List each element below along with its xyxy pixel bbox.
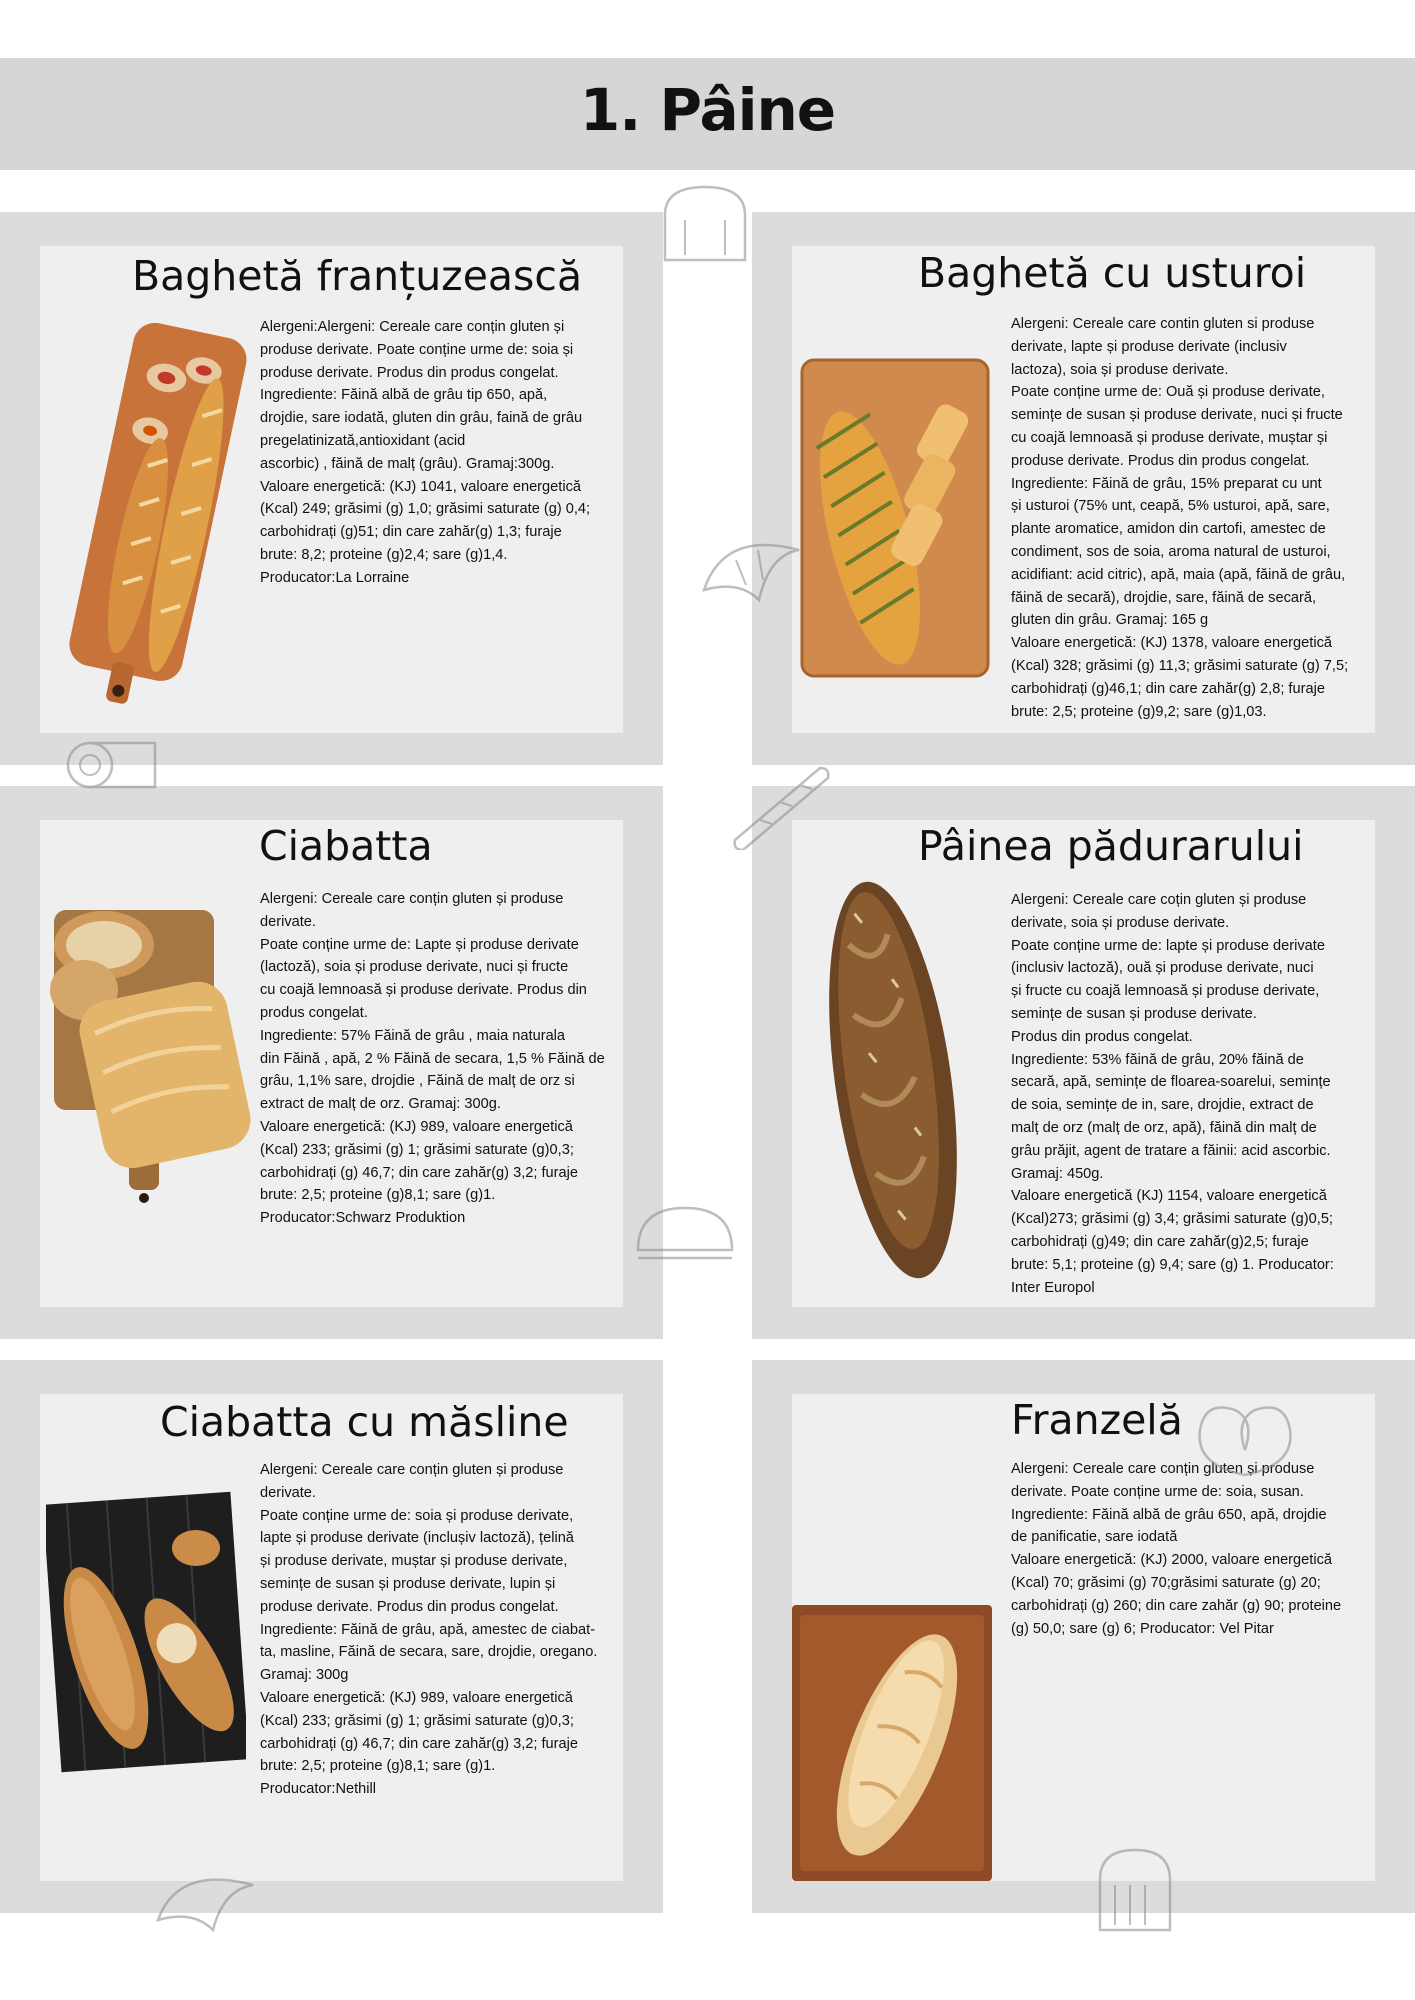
text-line: condiment, sos de soia, aroma natural de usturoi, [1011,543,1331,560]
text-line: produs congelat. [260,1004,368,1021]
text-line: Alergeni: Cereale care conțin gluten și produse [1011,1461,1315,1477]
text-line: carbohidrați (g)51; din care zahăr(g) 1,3; furaje [260,524,562,541]
text-line: ascorbic) , făină de malț (grâu). Gramaj:300g. [260,455,555,472]
text-line: plante aromatice, amidon din cartofi, amestec de [1011,521,1326,538]
text-line: extract de malț de orz. Gramaj: 300g. [260,1096,501,1113]
product-photo-bagheta-cu-usturoi [800,358,990,678]
croissant-doodle-icon [696,520,806,610]
text-line: Valoare energetică: (KJ) 989, valoare energetică [260,1689,573,1706]
text-line: brute: 2,5; proteine (g)8,1; sare (g)1. [260,1758,496,1775]
text-line: grâu prăjit, agent de tratare a făinii: acid ascorbic. [1011,1142,1331,1159]
text-line: brute: 8,2; proteine (g)2,4; sare (g)1,4. [260,546,508,563]
text-line: Alergeni:Alergeni: Cereale care conțin gluten și [260,319,565,335]
baguette-doodle-icon [725,760,835,850]
card-description [1011,889,1375,1299]
text-line: derivate. [260,913,316,930]
text-line: derivate, soia și produse derivate. [1011,914,1230,931]
text-line: Poate conține urme de: Lapte și produse derivate [260,936,579,953]
text-line: derivate. Poate conține urme de: soia, susan. [1011,1483,1304,1500]
text-line: brute: 2,5; proteine (g)9,2; sare (g)1,03. [1011,703,1267,720]
text-line: carbohidrați (g) 46,7; din care zahăr(g) 3,2; furaje [260,1735,578,1752]
product-photo-painea-padurarului [818,870,968,1290]
text-line: produse derivate. Poate conține urme de: soia și [260,341,574,358]
product-photo-franzela [792,1605,998,1885]
text-line: derivate, lapte și produse derivate (inclusiv [1011,338,1287,355]
text-line: produse derivate. Produs din produs congelat. [260,364,559,381]
text-line: malț de orz (malț de orz, apă), făină din malț de [1011,1119,1317,1136]
text-line: Valoare energetică: (KJ) 2000, valoare energetică [1011,1552,1332,1569]
sliced-bread-doodle-icon [1070,1840,1190,1940]
product-photo-ciabatta-cu-masline [46,1488,246,1778]
card-title: Ciabatta [259,822,433,870]
text-line: semințe de susan și produse derivate, nuci și fructe [1011,407,1343,424]
text-line: lactoza), soia și produse derivate. [1011,361,1229,378]
card-title: Franzelă [1011,1396,1183,1444]
card-description [1011,313,1375,723]
text-line: ta, masline, Făină de secara, sare, drojdie, oregano. [260,1644,598,1661]
text-line: secară, apă, semințe de floarea-soarelui, semințe [1011,1074,1331,1091]
card-description [260,1459,616,1801]
text-line: brute: 5,1; proteine (g) 9,4; sare (g) 1. Producator: [1011,1256,1334,1273]
text-line: Poate conține urme de: lapte și produse derivate [1011,937,1325,954]
text-line: din Făină , apă, 2 % Făină de secara, 1,5 % Făină de [260,1050,605,1067]
card-title: Baghetă franțuzească [132,252,583,300]
text-line: carbohidrați (g)46,1; din care zahăr(g) 2,8; furaje [1011,680,1325,697]
text-line: și produse derivate, muștar și produse derivate, [260,1553,568,1570]
text-line: semințe de susan și produse derivate. [1011,1005,1257,1022]
text-line: (Kcal) 233; grăsimi (g) 1; grăsimi saturate (g)0,3; [260,1712,574,1729]
product-photo-ciabatta [44,900,254,1230]
text-line: Inter Europol [1011,1279,1095,1296]
text-line: cu coajă lemnoasă și produse derivate, muștar și [1011,429,1328,446]
page-title: 1. Pâine [579,76,836,144]
pretzel-doodle-icon [1190,1390,1300,1490]
text-line: Alergeni: Cereale care conțin gluten și produse [260,1462,564,1478]
text-line: (Kcal) 249; grăsimi (g) 1,0; grăsimi saturate (g) 0,4; [260,501,591,518]
text-line: produse derivate. Produs din produs congelat. [1011,452,1310,469]
text-line: Ingrediente: Făină albă de grâu tip 650, apă, [260,387,548,404]
text-line: Producator:Nethill [260,1781,376,1798]
text-line: carbohidrați (g) 260; din care zahăr (g) 90; proteine [1011,1597,1342,1614]
card-description [260,888,616,1230]
text-line: Alergeni: Cereale care contin gluten si produse [1011,316,1315,332]
text-line: pregelatinizată,antioxidant (acid [260,432,466,449]
text-line: (Kcal) 233; grăsimi (g) 1; grăsimi saturate (g)0,3; [260,1141,574,1158]
card-title: Ciabatta cu măsline [160,1398,569,1446]
bun-doodle-icon [630,1200,740,1280]
text-line: Ingrediente: Făină albă de grâu 650, apă, drojdie [1011,1506,1327,1523]
text-line: și usturoi (75% unt, ceapă, 5% usturoi, apă, sare, [1011,498,1330,515]
croissant-doodle-icon [150,1860,260,1940]
text-line: Poate conține urme de: Ouă și produse derivate, [1011,384,1325,401]
text-line: Ingrediente: 57% Făină de grâu , maia naturala [260,1027,566,1044]
text-line: lapte și produse derivate (inclușiv lactoză), țelină [260,1530,574,1547]
text-line: acidifiant: acid citric), apă, maia (apă, făină de grâu, [1011,566,1346,583]
text-line: (Kcal)273; grăsimi (g) 3,4; grăsimi saturate (g)0,5; [1011,1211,1333,1228]
text-line: brute: 2,5; proteine (g)8,1; sare (g)1. [260,1187,496,1204]
text-line: Poate conține urme de: soia și produse derivate, [260,1507,574,1524]
card-title: Pâinea pădurarului [918,822,1304,870]
roll-doodle-icon [60,720,170,800]
text-line: Gramaj: 450g. [1011,1165,1104,1182]
text-line: (inclusiv lactoză), ouă și produse derivate, nuci [1011,960,1314,977]
text-line: Valoare energetică (KJ) 1154, valoare energetică [1011,1188,1327,1205]
text-line: Valoare energetică: (KJ) 1041, valoare energetică [260,478,581,495]
text-line: Ingrediente: 53% făină de grâu, 20% făină de [1011,1051,1304,1068]
text-line: Ingrediente: Făină de grâu, apă, amestec de ciabat- [260,1621,596,1638]
text-line: (Kcal) 328; grăsimi (g) 11,3; grăsimi saturate (g) 7,5; [1011,657,1349,674]
text-line: carbohidrați (g) 46,7; din care zahăr(g) 3,2; furaje [260,1164,578,1181]
text-line: produse derivate. Produs din produs congelat. [260,1598,559,1615]
text-line: Valoare energetică: (KJ) 1378, valoare energetică [1011,635,1332,652]
text-line: (Kcal) 70; grăsimi (g) 70;grăsimi saturate (g) 20; [1011,1574,1321,1591]
product-photo-bagheta-frantuzeasca [52,318,252,718]
text-line: Valoare energetică: (KJ) 989, valoare energetică [260,1118,573,1135]
text-line: grâu, 1,1% sare, drojdie , Făină de malț de orz si [260,1073,575,1090]
text-line: făină de secară), drojdie, sare, făină de secară, [1011,589,1317,606]
card-title: Baghetă cu usturoi [918,249,1307,297]
text-line: de panificatie, sare iodată [1011,1529,1178,1546]
text-line: (g) 50,0; sare (g) 6; Producator: Vel Pitar [1011,1620,1274,1637]
text-line: Ingrediente: Făină de grâu, 15% preparat cu unt [1011,475,1322,492]
bread-loaf-doodle-icon [655,180,755,270]
text-line: Alergeni: Cereale care coțin gluten și produse [1011,892,1307,908]
text-line: derivate. [260,1484,316,1501]
text-line: Gramaj: 300g [260,1667,349,1684]
text-line: gluten din grâu. Gramaj: 165 g [1011,612,1209,629]
text-line: de soia, semințe de in, sare, drojdie, extract de [1011,1097,1314,1114]
text-line: Producator:Schwarz Produktion [260,1210,466,1227]
text-line: și fructe cu coajă lemnoasă și produse derivate, [1011,983,1320,1000]
text-line: semințe de susan și produse derivate, lupin și [260,1575,556,1592]
text-line: drojdie, sare iodată, gluten din grâu, faină de grâu [260,410,583,427]
text-line: (lactoză), soia și produse derivate, nuci și fructe [260,959,569,976]
text-line: Alergeni: Cereale care conțin gluten și produse [260,891,564,907]
card-description [260,316,616,590]
text-line: cu coajă lemnoasă și produse derivate. Produs din [260,982,587,999]
text-line: carbohidrați (g)49; din care zahăr(g)2,5; furaje [1011,1233,1309,1250]
text-line: Produs din produs congelat. [1011,1028,1193,1045]
text-line: Producator:La Lorraine [260,569,410,586]
